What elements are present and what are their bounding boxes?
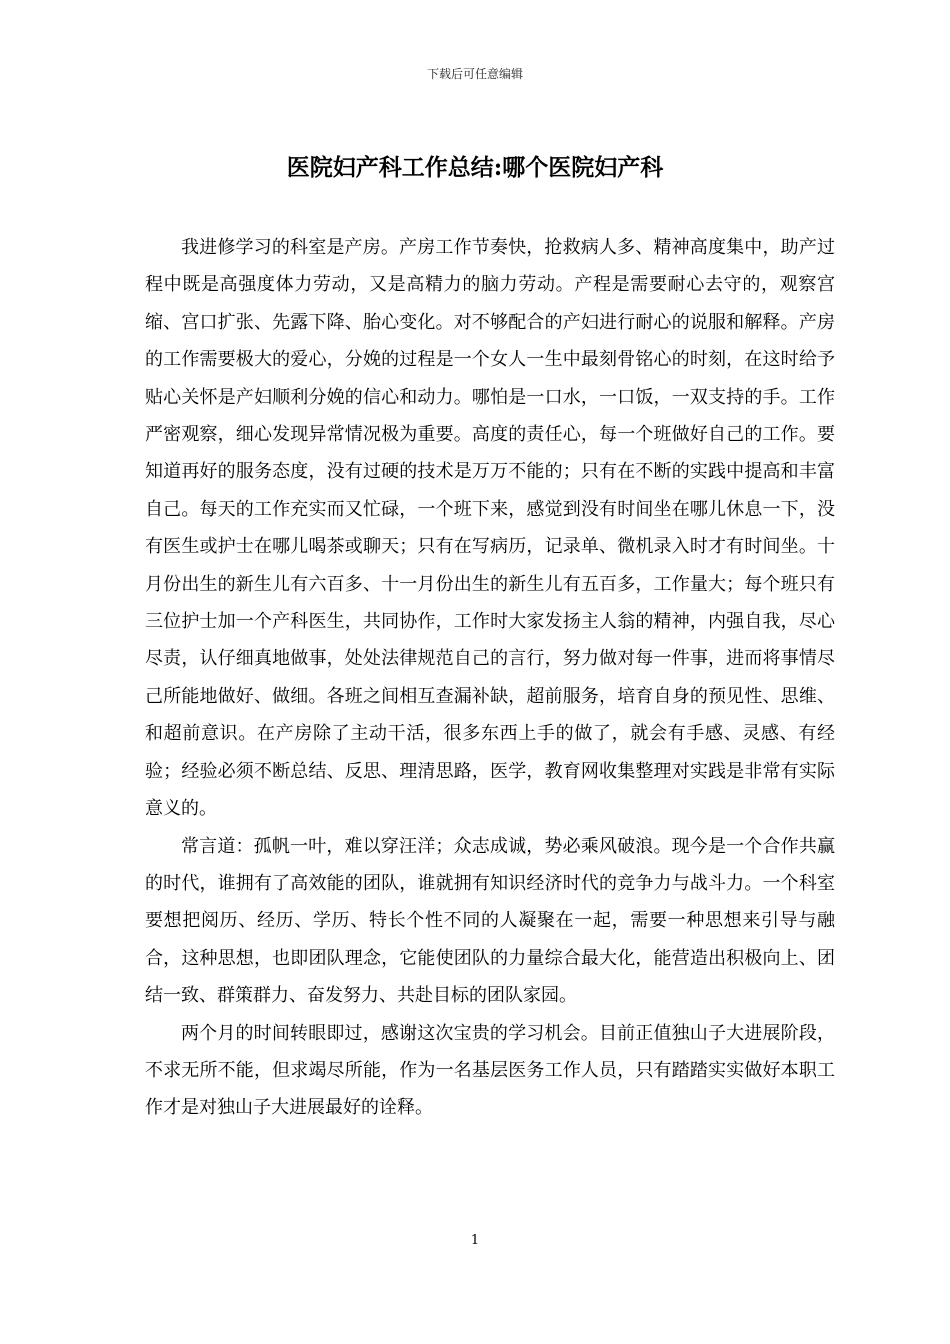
page-number: 1	[470, 1233, 480, 1248]
document-body	[145, 229, 835, 1127]
document-title: 医院妇产科工作总结:哪个医院妇产科	[286, 154, 664, 181]
paragraph-2: 常言道：孤帆一叶，难以穿汪洋；众志成诚，势必乘风破浪。现今是一个合作共赢的时代，谁拥有了高效能的团队，谁就拥有知识经济时代的竞争力与战斗力。一个科室要想把阅历、经历、学历、特长个性不同的人凝聚在一起，需要一种思想来引导与融合，这种思想，也即团队理念，它能使团队的力量综合最大化，能营造出积极向上、团结一致、群策群力、奋发努力、共赴目标的团队家园。	[145, 835, 835, 1007]
header-note: 下载后可任意编辑	[426, 67, 523, 81]
paragraph-1: 我进修学习的科室是产房。产房工作节奏快，抢救病人多、精神高度集中，助产过程中既是高强度体力劳动，又是高精力的脑力劳动。产程是需要耐心去守的，观察宫缩、宫口扩张、先露下降、胎心变化。对不够配合的产妇进行耐心的说服和解释。产房的工作需要极大的爱心，分娩的过程是一个女人一生中最刻骨铭心的时刻，在这时给予贴心关怀是产妇顺利分娩的信心和动力。哪怕是一口水，一口饭，一双支持的手。工作严密观察，细心发现异常情况极为重要。高度的责任心，每一个班做好自己的工作。要知道再好的服务态度，没有过硬的技术是万万不能的；只有在不断的实践中提高和丰富自己。每天的工作充实而又忙碌，一个班下来，感觉到没有时间坐在哪儿休息一下，没有医生或护士在哪儿喝茶或聊天；只有在写病历，记录单、微机录入时才有时间坐。十月份出生的新生儿有六百多、十一月份出生的新生儿有五百多，工作量大；每个班只有三位护士加一个产科医生，共同协作，工作时大家发扬主人翁的精神，内强自我，尽心尽责，认仔细真地做事，处处法律规范自己的言行，努力做对每一件事，进而将事情尽己所能地做好、做细。各班之间相互查漏补缺，超前服务，培育自身的预见性、思维、和超前意识。在产房除了主动干活，很多东西上手的做了，就会有手感、灵感、有经验；经验必须不断总结、反思、理清思路，医学，教育网收集整理对实践是非常有实际意义的。	[145, 237, 835, 820]
paragraph-3: 两个月的时间转眼即过，感谢这次宝贵的学习机会。目前正值独山子大进展阶段，不求无所不能，但求竭尽所能，作为一名基层医务工作人员，只有踏踏实实做好本职工作才是对独山子大进展最好的诠释。	[145, 1022, 835, 1119]
